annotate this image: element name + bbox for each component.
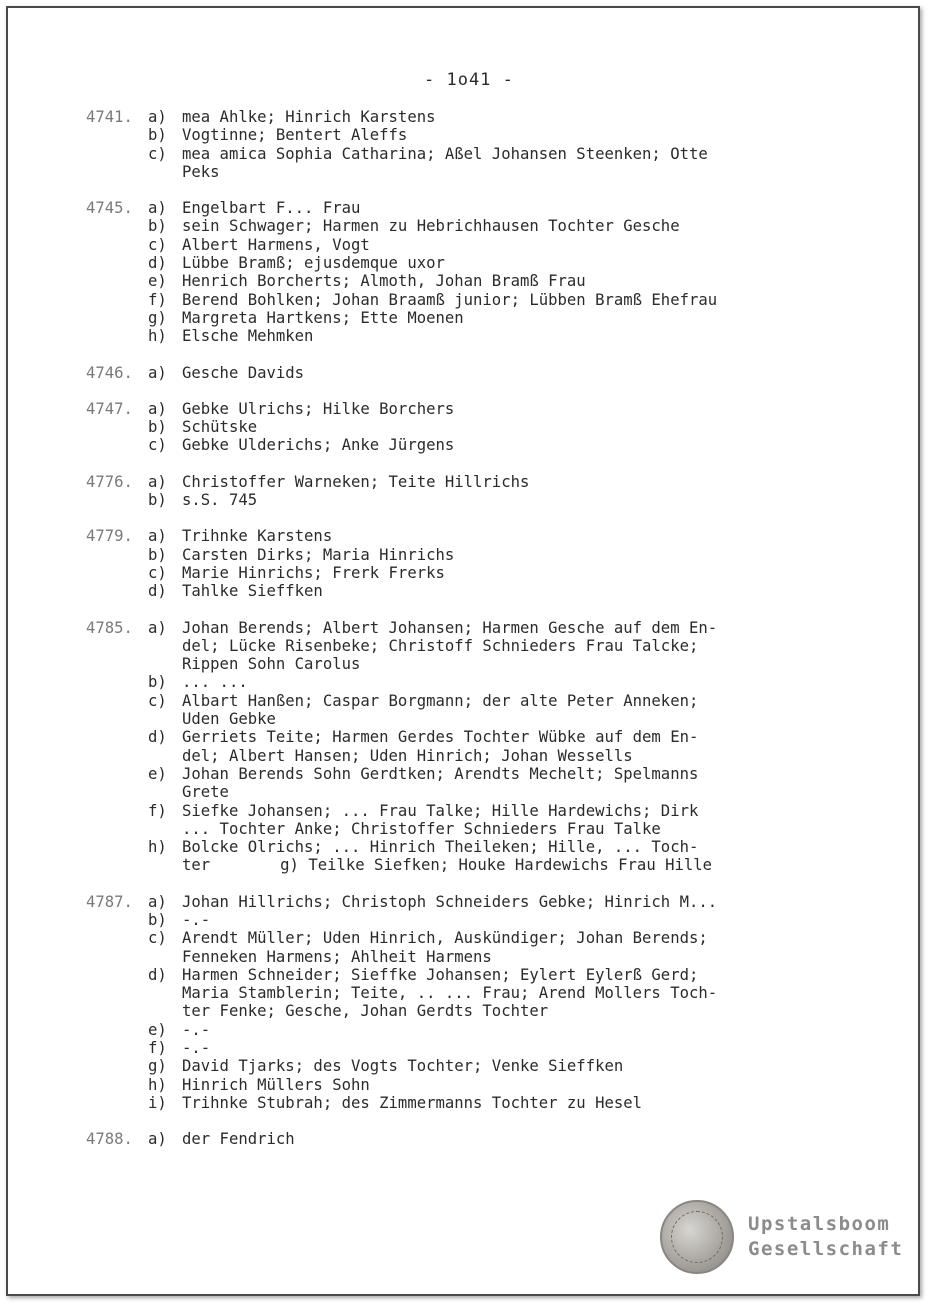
entry-line — [86, 400, 846, 418]
entry-line — [86, 966, 846, 984]
item-letter: a) — [148, 1130, 167, 1149]
item-text — [182, 108, 846, 126]
item-text-main: Gerriets Teite; Harmen Gerdes Tochter Wübke auf dem En- — [182, 728, 699, 747]
entry-line — [86, 491, 846, 509]
document-body — [86, 108, 846, 1167]
item-text-overlay: g) Teilke Siefken; Houke Hardewichs Frau Hille — [280, 856, 713, 875]
entry-line — [86, 911, 846, 929]
item-letter: f) — [148, 1039, 167, 1058]
item-letter — [148, 820, 182, 838]
entry-line — [86, 546, 846, 564]
item-letter — [148, 948, 182, 966]
entry-line — [86, 655, 846, 673]
item-text-main: Gesche Davids — [182, 363, 305, 382]
entry-line — [86, 673, 846, 691]
entry-number: 4745. — [86, 199, 133, 218]
entry-number — [86, 272, 148, 290]
entry-number — [86, 1076, 148, 1094]
item-text-main: Albart Hanßen; Caspar Borgmann; der alte Peter Anneken; — [182, 691, 699, 710]
entry-line — [86, 619, 846, 637]
entry-line — [86, 236, 846, 254]
item-text-main: ... Tochter Anke; Christoffer Schnieders Frau Talke — [182, 819, 661, 838]
entry-line — [86, 765, 846, 783]
item-text-main: ter — [182, 856, 211, 875]
item-text-main: Maria Stamblerin; Teite, .. ... Frau; Arend Mollers Toch- — [182, 984, 718, 1003]
entry-line — [86, 163, 846, 181]
item-text-main: Grete — [182, 783, 229, 802]
item-text — [182, 473, 846, 491]
entry-number — [86, 728, 148, 746]
item-text — [182, 236, 846, 254]
item-text-main: del; Albert Hansen; Uden Hinrich; Johan Wessells — [182, 746, 633, 765]
item-text-main: Henrich Borcherts; Almoth, Johan Bramß Frau — [182, 272, 586, 291]
entry-line — [86, 254, 846, 272]
item-text-main: Trihnke Stubrah; des Zimmermanns Tochter zu Hesel — [182, 1093, 643, 1112]
item-text — [182, 527, 846, 545]
entry-number — [86, 418, 148, 436]
item-text-main: Hinrich Müllers Sohn — [182, 1075, 370, 1094]
item-letter: i) — [148, 1093, 167, 1112]
entry-line — [86, 802, 846, 820]
entry-number — [86, 582, 148, 600]
item-letter: c) — [148, 144, 167, 163]
item-text — [182, 491, 846, 509]
item-text — [182, 783, 846, 801]
entry-number — [86, 145, 148, 163]
entry-line — [86, 948, 846, 966]
entry — [86, 527, 846, 600]
item-text — [182, 966, 846, 984]
item-text-main: Harmen Schneider; Sieffke Johansen; Eylert Eylerß Gerd; — [182, 965, 699, 984]
item-letter: d) — [148, 254, 167, 273]
item-text-main: Vogtinne; Bentert Aleffs — [182, 126, 408, 145]
item-text — [182, 984, 846, 1002]
item-text-main: Johan Berends; Albert Johansen; Harmen Gesche auf dem En- — [182, 618, 718, 637]
entry-number: 4779. — [86, 527, 133, 546]
item-letter: b) — [148, 673, 167, 692]
item-text — [182, 199, 846, 217]
entry-number — [86, 820, 148, 838]
item-text — [182, 948, 846, 966]
item-text — [182, 673, 846, 691]
item-text — [182, 217, 846, 235]
entry-line — [86, 820, 846, 838]
item-text — [182, 1076, 846, 1094]
logo-line-2: Gesellschaft — [748, 1238, 904, 1260]
item-text — [182, 1021, 846, 1039]
entry-line — [86, 145, 846, 163]
item-letter: d) — [148, 965, 167, 984]
entry-number — [86, 291, 148, 309]
entry-number: 4787. — [86, 892, 133, 911]
entry — [86, 108, 846, 181]
entry-line — [86, 747, 846, 765]
entry-line — [86, 527, 846, 545]
item-letter: e) — [148, 1020, 167, 1039]
item-text-main: Carsten Dirks; Maria Hinrichs — [182, 545, 455, 564]
item-letter — [148, 163, 182, 181]
entry-line — [86, 856, 846, 874]
item-letter: c) — [148, 436, 167, 455]
item-text — [182, 364, 846, 382]
entry-number — [86, 436, 148, 454]
entry-number — [86, 765, 148, 783]
item-letter: h) — [148, 327, 167, 346]
item-letter: d) — [148, 582, 167, 601]
item-text-main: Gebke Ulrichs; Hilke Borchers — [182, 399, 455, 418]
entry-line — [86, 582, 846, 600]
entry-line — [86, 1002, 846, 1020]
item-text-main: David Tjarks; des Vogts Tochter; Venke Sieffken — [182, 1057, 624, 1076]
entry-number — [86, 491, 148, 509]
item-text-main: Bolcke Olrichs; ... Hinrich Theileken; Hille, ... Toch- — [182, 838, 699, 857]
entry — [86, 364, 846, 382]
entry-number — [86, 929, 148, 947]
item-text — [182, 564, 846, 582]
item-letter — [148, 710, 182, 728]
entry-line — [86, 564, 846, 582]
item-text — [182, 710, 846, 728]
item-text — [182, 436, 846, 454]
item-text — [182, 254, 846, 272]
entry-number: 4785. — [86, 618, 133, 637]
item-text-main: Rippen Sohn Carolus — [182, 655, 361, 674]
item-text — [182, 145, 846, 163]
entry-number — [86, 217, 148, 235]
item-letter: g) — [148, 308, 167, 327]
item-letter: b) — [148, 545, 167, 564]
item-text-main: ter Fenke; Gesche, Johan Gerdts Tochter — [182, 1002, 549, 1021]
item-text-main: del; Lücke Risenbeke; Christoff Schnieders Frau Talcke; — [182, 636, 699, 655]
item-text — [182, 692, 846, 710]
entry-number — [86, 802, 148, 820]
item-letter: h) — [148, 1075, 167, 1094]
item-text-main: sein Schwager; Harmen zu Hebrichhausen Tochter Gesche — [182, 217, 680, 236]
item-letter: a) — [148, 199, 167, 218]
item-text-main: Elsche Mehmken — [182, 327, 314, 346]
item-text — [182, 418, 846, 436]
item-letter: a) — [148, 363, 167, 382]
item-text-main: Fenneken Harmens; Ahlheit Harmens — [182, 947, 492, 966]
item-text — [182, 747, 846, 765]
item-text-main: Margreta Hartkens; Ette Moenen — [182, 308, 464, 327]
item-text-main: Gebke Ulderichs; Anke Jürgens — [182, 436, 455, 455]
item-text-main: Johan Hillrichs; Christoph Schneiders Gebke; Hinrich M... — [182, 892, 718, 911]
item-text — [182, 1057, 846, 1075]
item-text-main: -.- — [182, 910, 211, 929]
item-text-main: Lübbe Bramß; ejusdemque uxor — [182, 254, 445, 273]
item-letter: a) — [148, 399, 167, 418]
entry-number — [86, 1094, 148, 1112]
item-text-main: Uden Gebke — [182, 710, 276, 729]
item-text-main: Trihnke Karstens — [182, 527, 333, 546]
item-letter: c) — [148, 563, 167, 582]
item-letter: c) — [148, 929, 167, 948]
item-text — [182, 929, 846, 947]
entry-line — [86, 637, 846, 655]
entry — [86, 619, 846, 875]
entry-line — [86, 893, 846, 911]
entry-number — [86, 309, 148, 327]
item-text — [182, 327, 846, 345]
entry-line — [86, 418, 846, 436]
entry-number — [86, 126, 148, 144]
item-letter: e) — [148, 272, 167, 291]
entry-number — [86, 1039, 148, 1057]
item-text-main: mea amica Sophia Catharina; Aßel Johansen Steenken; Otte — [182, 144, 708, 163]
entry-number — [86, 546, 148, 564]
entry-number — [86, 163, 148, 181]
item-text — [182, 1039, 846, 1057]
entry-number — [86, 673, 148, 691]
item-text — [182, 802, 846, 820]
item-letter — [148, 1002, 182, 1020]
item-text — [182, 619, 846, 637]
item-text — [182, 1002, 846, 1020]
entry-number — [86, 254, 148, 272]
entry-number — [86, 1057, 148, 1075]
entry-number — [86, 838, 148, 856]
entry-number — [86, 1021, 148, 1039]
item-text-main: Christoffer Warneken; Teite Hillrichs — [182, 472, 530, 491]
item-letter: f) — [148, 801, 167, 820]
item-letter — [148, 856, 182, 874]
item-text-main: Arendt Müller; Uden Hinrich, Auskündiger; Johan Berends; — [182, 929, 708, 948]
entry — [86, 199, 846, 345]
item-text — [182, 911, 846, 929]
entry-number — [86, 637, 148, 655]
seal-icon — [660, 1200, 734, 1274]
entry-line — [86, 783, 846, 801]
entry-line — [86, 692, 846, 710]
item-text — [182, 728, 846, 746]
item-text — [182, 1094, 846, 1112]
entry-number: 4776. — [86, 472, 133, 491]
item-text-main: Schütske — [182, 418, 258, 437]
item-letter: a) — [148, 108, 167, 126]
entry-line — [86, 984, 846, 1002]
item-text-main: Siefke Johansen; ... Frau Talke; Hille Hardewichs; Dirk — [182, 801, 699, 820]
entry-line — [86, 1021, 846, 1039]
page-number: - 1o41 - — [424, 70, 514, 90]
item-letter: c) — [148, 691, 167, 710]
entry-number — [86, 1002, 148, 1020]
item-letter — [148, 637, 182, 655]
entry — [86, 400, 846, 455]
logo-line-1: Upstalsboom — [748, 1213, 891, 1235]
entry — [86, 1130, 846, 1148]
entry-line — [86, 327, 846, 345]
entry-line — [86, 217, 846, 235]
item-text-main: Albert Harmens, Vogt — [182, 235, 370, 254]
entry-line — [86, 199, 846, 217]
item-letter: a) — [148, 618, 167, 637]
entry-number — [86, 948, 148, 966]
item-letter: f) — [148, 290, 167, 309]
item-letter: d) — [148, 728, 167, 747]
item-text-main: ... ... — [182, 673, 248, 692]
entry-number — [86, 984, 148, 1002]
item-text — [182, 309, 846, 327]
item-text — [182, 291, 846, 309]
entry-line — [86, 126, 846, 144]
item-letter: b) — [148, 491, 167, 510]
entry-line — [86, 728, 846, 746]
item-letter: h) — [148, 838, 167, 857]
entry-line — [86, 364, 846, 382]
item-text-main: Berend Bohlken; Johan Braamß junior; Lübben Bramß Ehefrau — [182, 290, 718, 309]
entry-number — [86, 710, 148, 728]
entry-line — [86, 291, 846, 309]
item-text-main: Peks — [182, 162, 220, 181]
entry-number: 4747. — [86, 399, 133, 418]
item-text-main: Marie Hinrichs; Frerk Frerks — [182, 563, 445, 582]
item-letter: b) — [148, 126, 167, 145]
entry-line — [86, 272, 846, 290]
item-letter: b) — [148, 910, 167, 929]
item-letter — [148, 655, 182, 673]
entry-number: 4746. — [86, 363, 133, 382]
item-text — [182, 637, 846, 655]
item-letter: b) — [148, 217, 167, 236]
item-text — [182, 838, 846, 856]
entry-line — [86, 309, 846, 327]
entry-number: 4741. — [86, 108, 133, 126]
entry-number — [86, 783, 148, 801]
item-letter: c) — [148, 235, 167, 254]
item-letter — [148, 783, 182, 801]
item-text-main: Engelbart F... Frau — [182, 199, 361, 218]
entry-line — [86, 1039, 846, 1057]
item-text — [182, 893, 846, 911]
entry — [86, 473, 846, 510]
item-text — [182, 655, 846, 673]
item-text — [182, 820, 846, 838]
entry-line — [86, 838, 846, 856]
item-text-main: Tahlke Sieffken — [182, 582, 323, 601]
item-text — [182, 272, 846, 290]
item-text — [182, 582, 846, 600]
item-letter: b) — [148, 418, 167, 437]
item-letter: a) — [148, 472, 167, 491]
entry — [86, 893, 846, 1113]
entry-line — [86, 1057, 846, 1075]
item-text — [182, 126, 846, 144]
item-text — [182, 765, 846, 783]
item-text — [182, 1130, 846, 1148]
item-letter — [148, 747, 182, 765]
item-letter: e) — [148, 764, 167, 783]
entry-line — [86, 710, 846, 728]
entry-number: 4788. — [86, 1130, 133, 1149]
item-text — [182, 546, 846, 564]
item-text-main: der Fendrich — [182, 1130, 295, 1149]
entry-number — [86, 911, 148, 929]
entry-number — [86, 856, 148, 874]
entry-line — [86, 1076, 846, 1094]
entry-line — [86, 1130, 846, 1148]
entry-number — [86, 747, 148, 765]
item-text — [182, 856, 846, 874]
item-text-main: mea Ahlke; Hinrich Karstens — [182, 108, 436, 126]
item-text-main: -.- — [182, 1020, 211, 1039]
item-text — [182, 163, 846, 181]
item-letter: g) — [148, 1057, 167, 1076]
entry-number — [86, 655, 148, 673]
society-logo — [660, 1200, 903, 1274]
entry-number — [86, 966, 148, 984]
entry-number — [86, 564, 148, 582]
entry-line — [86, 108, 846, 126]
entry-number — [86, 692, 148, 710]
item-letter: a) — [148, 892, 167, 911]
entry-number — [86, 236, 148, 254]
entry-line — [86, 1094, 846, 1112]
item-text — [182, 400, 846, 418]
entry-line — [86, 473, 846, 491]
entry-line — [86, 929, 846, 947]
entry-line — [86, 436, 846, 454]
item-text-main: Johan Berends Sohn Gerdtken; Arendts Mechelt; Spelmanns — [182, 764, 699, 783]
item-text-main: s.S. 745 — [182, 491, 258, 510]
item-letter — [148, 984, 182, 1002]
entry-number — [86, 327, 148, 345]
item-letter: a) — [148, 527, 167, 546]
item-text-main: -.- — [182, 1039, 211, 1058]
